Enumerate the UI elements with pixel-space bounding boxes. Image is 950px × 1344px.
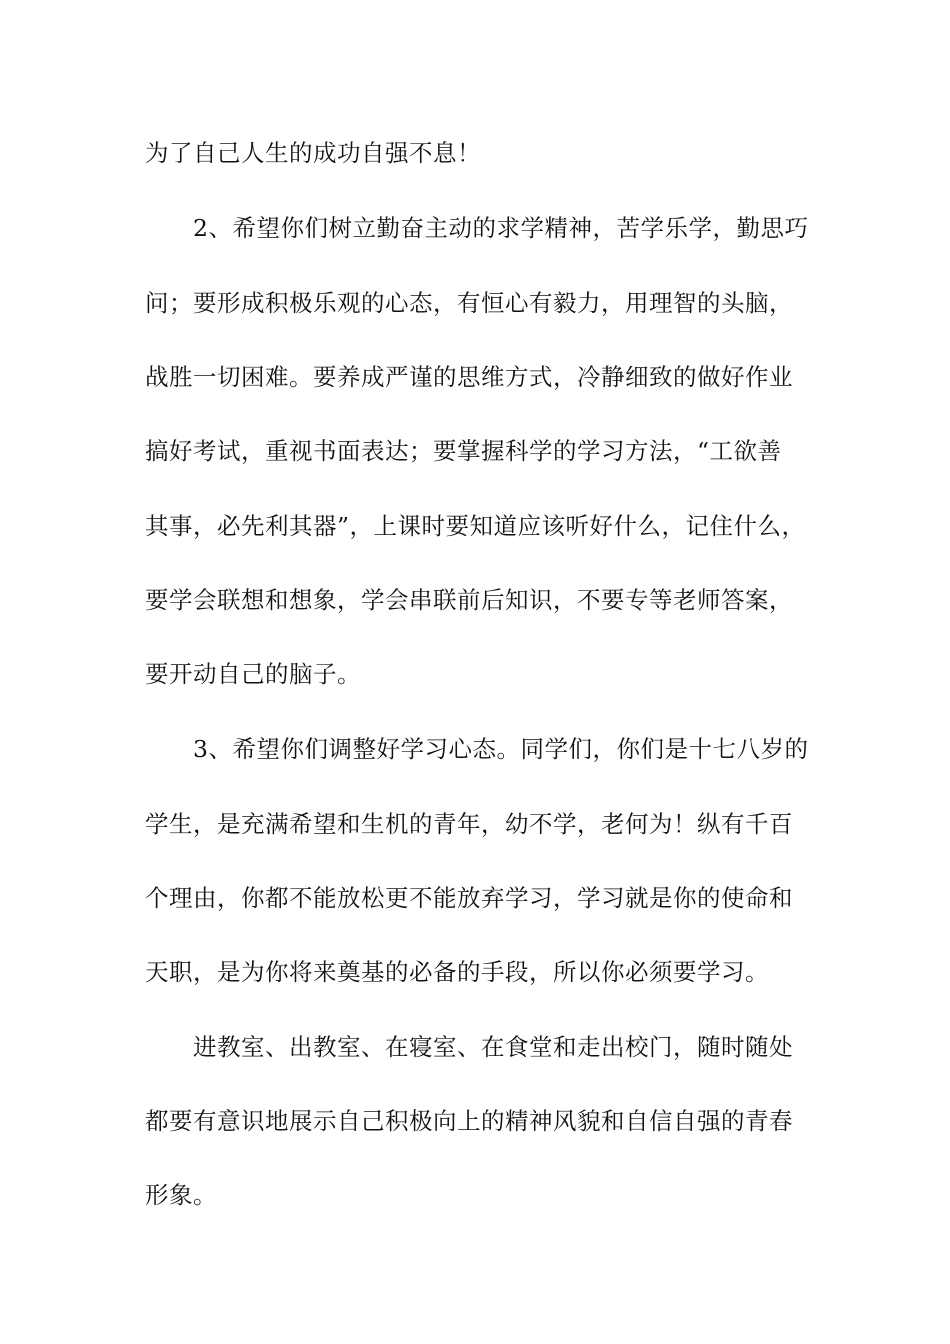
- text-line: 个理由，你都不能放松更不能放弃学习，学习就是你的使命和: [145, 884, 793, 912]
- paragraph-4-first-line: 进教室、出教室、在寝室、在食堂和走出校门，随时随处: [193, 1033, 793, 1061]
- text-line: 要学会联想和想象，学会串联前后知识，不要专等老师答案，: [145, 586, 793, 614]
- text-line: 其事，必先利其器”，上课时要知道应该听好什么，记住什么，: [145, 512, 806, 540]
- text-line: 天职，是为你将来奠基的必备的手段，所以你必须要学习。: [145, 958, 769, 986]
- text-line: 战胜一切困难。要养成严谨的思维方式，冷静细致的做好作业: [145, 363, 793, 391]
- paragraph-2-first-line: 2、希望你们树立勤奋主动的求学精神，苦学乐学，勤思巧: [193, 214, 809, 242]
- text-line: 都要有意识地展示自己积极向上的精神风貌和自信自强的青春: [145, 1107, 793, 1135]
- text-line: 要开动自己的脑子。: [145, 660, 361, 688]
- text-line: 搞好考试，重视书面表达；要掌握科学的学习方法，“工欲善: [145, 437, 782, 465]
- text-line: 为了自己人生的成功自强不息！: [145, 139, 481, 167]
- text-line: 学生，是充满希望和生机的青年，幼不学，老何为！纵有千百: [145, 810, 793, 838]
- text-line: 问；要形成积极乐观的心态，有恒心有毅力，用理智的头脑，: [145, 289, 793, 317]
- paragraph-3-first-line: 3、希望你们调整好学习心态。同学们，你们是十七八岁的: [193, 735, 809, 763]
- text-line: 形象。: [145, 1181, 217, 1209]
